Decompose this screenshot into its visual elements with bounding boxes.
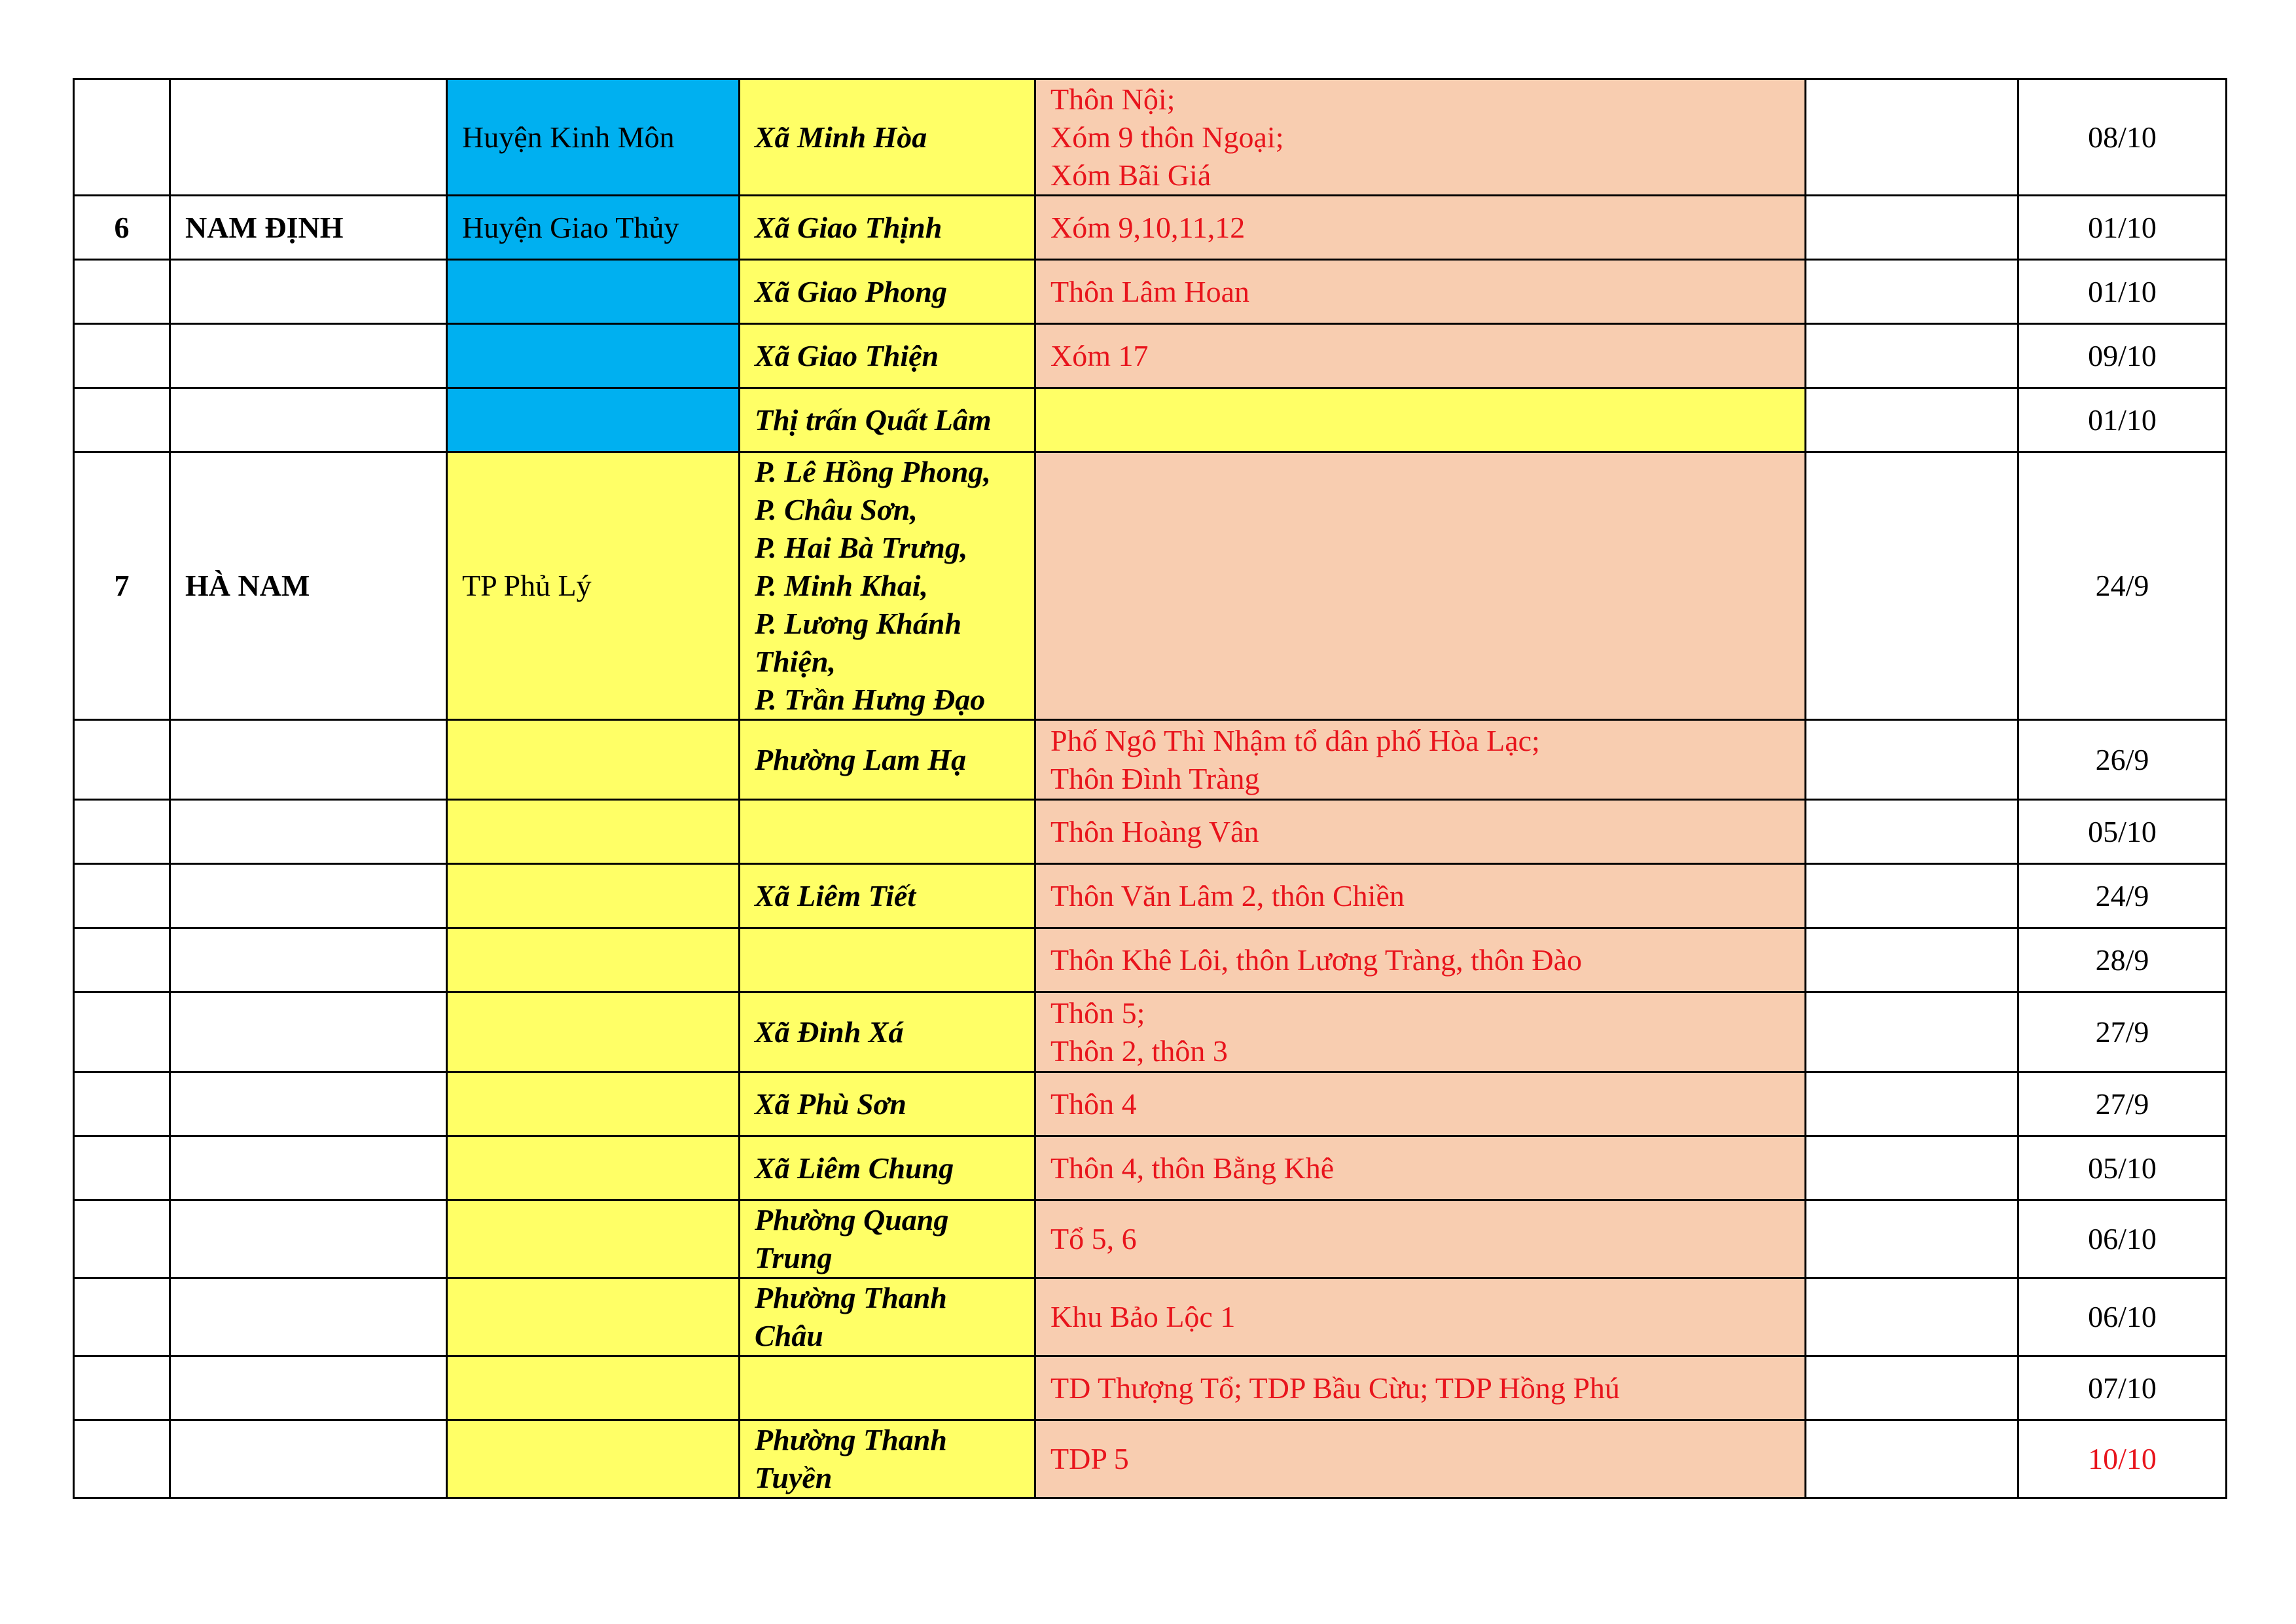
area-line: Thôn Nội; xyxy=(1050,82,1175,116)
district-cell xyxy=(447,324,740,388)
area-line: Thôn Khê Lôi, thôn Lương Tràng, thôn Đào xyxy=(1050,943,1583,977)
area-line: Xóm 9,10,11,12 xyxy=(1050,210,1246,244)
table-row xyxy=(74,196,2227,260)
table-row xyxy=(74,1278,2227,1356)
area-line: TDP 5 xyxy=(1050,1442,1129,1475)
blank-cell xyxy=(1806,1420,2018,1498)
blank-cell xyxy=(1806,720,2018,800)
commune-line: Xã Liêm Chung xyxy=(755,1151,954,1185)
area-line: Thôn 4 xyxy=(1050,1087,1137,1121)
area-cell xyxy=(1035,800,1806,864)
area-cell xyxy=(1035,1072,1806,1136)
commune-line: Xã Giao Thiện xyxy=(755,338,939,372)
area-line: TD Thượng Tổ; TDP Bầu Cừu; TDP Hồng Phú xyxy=(1050,1371,1620,1405)
outbreak-areas-table xyxy=(73,78,2227,1499)
commune-line: Xã Giao Thịnh xyxy=(755,210,942,244)
province-cell xyxy=(170,260,447,324)
blank-cell xyxy=(1806,452,2018,720)
area-line: Xóm 17 xyxy=(1050,338,1149,372)
blank-cell xyxy=(1806,260,2018,324)
blank-cell xyxy=(1806,1278,2018,1356)
district-cell xyxy=(447,800,740,864)
district-cell xyxy=(447,1200,740,1278)
blank-cell xyxy=(1806,196,2018,260)
commune-line: Xã Phù Sơn xyxy=(755,1087,906,1121)
area-line: Xóm 9 thôn Ngoại; xyxy=(1050,120,1284,154)
province-cell xyxy=(170,864,447,928)
commune-cell xyxy=(740,1278,1035,1356)
date-cell: 05/10 xyxy=(2018,800,2227,864)
table-row xyxy=(74,1200,2227,1278)
commune-line: Phường Quang xyxy=(755,1203,949,1236)
commune-line: Xã Đinh Xá xyxy=(755,1015,904,1049)
blank-cell xyxy=(1806,388,2018,452)
stt-cell xyxy=(74,928,170,992)
date-cell: 26/9 xyxy=(2018,720,2227,800)
area-cell xyxy=(1035,196,1806,260)
district-cell xyxy=(447,260,740,324)
blank-cell xyxy=(1806,1136,2018,1200)
province-cell xyxy=(170,1136,447,1200)
area-line: Phố Ngô Thì Nhậm tổ dân phố Hòa Lạc; xyxy=(1050,723,1540,757)
commune-line: P. Hai Bà Trưng, xyxy=(755,531,968,564)
commune-line: P. Lương Khánh xyxy=(755,607,962,640)
table-row xyxy=(74,1136,2227,1200)
stt-cell xyxy=(74,79,170,196)
province-cell xyxy=(170,720,447,800)
table-row xyxy=(74,800,2227,864)
area-cell xyxy=(1035,864,1806,928)
commune-line: Xã Giao Phong xyxy=(755,274,947,308)
area-cell xyxy=(1035,79,1806,196)
area-line: Thôn 2, thôn 3 xyxy=(1050,1034,1228,1068)
date-cell: 28/9 xyxy=(2018,928,2227,992)
province-cell xyxy=(170,800,447,864)
date-cell: 24/9 xyxy=(2018,864,2227,928)
table-row xyxy=(74,720,2227,800)
date-cell: 07/10 xyxy=(2018,1356,2227,1420)
commune-line: Phường Lam Hạ xyxy=(755,742,967,776)
blank-cell xyxy=(1806,864,2018,928)
commune-line: P. Minh Khai, xyxy=(755,569,929,602)
blank-cell xyxy=(1806,928,2018,992)
stt-cell xyxy=(74,800,170,864)
district-cell xyxy=(447,1072,740,1136)
stt-cell xyxy=(74,864,170,928)
commune-line: Xã Minh Hòa xyxy=(755,120,927,154)
area-line: Thôn Hoàng Vân xyxy=(1050,814,1259,848)
commune-cell xyxy=(740,1136,1035,1200)
date-cell: 08/10 xyxy=(2018,79,2227,196)
table-row xyxy=(74,79,2227,196)
district-cell xyxy=(447,1356,740,1420)
area-line: Thôn Văn Lâm 2, thôn Chiền xyxy=(1050,878,1405,912)
province-cell xyxy=(170,992,447,1072)
date-cell: 24/9 xyxy=(2018,452,2227,720)
district-cell xyxy=(447,1420,740,1498)
area-cell xyxy=(1035,720,1806,800)
district-cell xyxy=(447,928,740,992)
area-cell xyxy=(1035,1136,1806,1200)
stt-cell xyxy=(74,1356,170,1420)
date-cell: 01/10 xyxy=(2018,260,2227,324)
area-line: Thôn Lâm Hoan xyxy=(1050,274,1250,308)
commune-line: Thiện, xyxy=(755,645,836,678)
table-row xyxy=(74,1072,2227,1136)
commune-line: Châu xyxy=(755,1319,823,1352)
area-line: Thôn 4, thôn Bằng Khê xyxy=(1050,1151,1335,1185)
province-cell xyxy=(170,1278,447,1356)
date-cell: 05/10 xyxy=(2018,1136,2227,1200)
table-body xyxy=(74,79,2227,1498)
area-cell xyxy=(1035,388,1806,452)
province-cell xyxy=(170,928,447,992)
area-cell xyxy=(1035,1420,1806,1498)
stt-cell xyxy=(74,992,170,1072)
area-cell xyxy=(1035,1356,1806,1420)
commune-line: Thị trấn Quất Lâm xyxy=(755,403,992,437)
province-cell: NAM ĐỊNH xyxy=(170,196,447,260)
commune-line: Xã Liêm Tiết xyxy=(755,878,916,912)
area-line: Thôn Đình Tràng xyxy=(1050,761,1260,795)
area-cell xyxy=(1035,992,1806,1072)
commune-cell xyxy=(740,1420,1035,1498)
date-cell: 01/10 xyxy=(2018,196,2227,260)
district-cell xyxy=(447,720,740,800)
date-cell: 10/10 xyxy=(2018,1420,2227,1498)
area-line: Khu Bảo Lộc 1 xyxy=(1050,1300,1236,1333)
date-cell: 09/10 xyxy=(2018,324,2227,388)
district-cell: TP Phủ Lý xyxy=(447,452,740,720)
district-cell xyxy=(447,1278,740,1356)
district-cell: Huyện Giao Thủy xyxy=(447,196,740,260)
stt-cell xyxy=(74,1136,170,1200)
commune-cell xyxy=(740,324,1035,388)
commune-cell xyxy=(740,388,1035,452)
date-cell: 06/10 xyxy=(2018,1200,2227,1278)
blank-cell xyxy=(1806,79,2018,196)
date-cell: 27/9 xyxy=(2018,1072,2227,1136)
area-line: Tổ 5, 6 xyxy=(1050,1222,1137,1255)
commune-cell xyxy=(740,864,1035,928)
table-row xyxy=(74,324,2227,388)
commune-line: Phường Thanh xyxy=(755,1423,947,1456)
commune-line: P. Châu Sơn, xyxy=(755,493,918,526)
commune-cell xyxy=(740,992,1035,1072)
area-cell xyxy=(1035,1278,1806,1356)
province-cell xyxy=(170,1200,447,1278)
date-cell: 01/10 xyxy=(2018,388,2227,452)
province-cell xyxy=(170,1420,447,1498)
area-line: Thôn 5; xyxy=(1050,996,1145,1030)
commune-cell xyxy=(740,79,1035,196)
table-row xyxy=(74,1356,2227,1420)
stt-cell xyxy=(74,720,170,800)
commune-cell xyxy=(740,800,1035,864)
area-cell xyxy=(1035,260,1806,324)
blank-cell xyxy=(1806,800,2018,864)
table-row xyxy=(74,864,2227,928)
stt-cell xyxy=(74,1072,170,1136)
date-cell: 06/10 xyxy=(2018,1278,2227,1356)
table-row xyxy=(74,260,2227,324)
commune-cell xyxy=(740,196,1035,260)
date-cell: 27/9 xyxy=(2018,992,2227,1072)
table-row xyxy=(74,388,2227,452)
stt-cell xyxy=(74,1420,170,1498)
stt-cell xyxy=(74,1278,170,1356)
area-cell xyxy=(1035,1200,1806,1278)
province-cell xyxy=(170,324,447,388)
blank-cell xyxy=(1806,1356,2018,1420)
commune-cell xyxy=(740,928,1035,992)
district-cell xyxy=(447,992,740,1072)
commune-cell xyxy=(740,1072,1035,1136)
commune-cell xyxy=(740,720,1035,800)
stt-cell xyxy=(74,324,170,388)
table-row xyxy=(74,928,2227,992)
blank-cell xyxy=(1806,1200,2018,1278)
blank-cell xyxy=(1806,324,2018,388)
area-cell xyxy=(1035,452,1806,720)
commune-line: Tuyền xyxy=(755,1461,833,1494)
district-cell: Huyện Kinh Môn xyxy=(447,79,740,196)
area-cell xyxy=(1035,928,1806,992)
province-cell xyxy=(170,79,447,196)
province-cell xyxy=(170,388,447,452)
commune-line: P. Trần Hưng Đạo xyxy=(755,683,986,716)
blank-cell xyxy=(1806,1072,2018,1136)
stt-cell: 6 xyxy=(74,196,170,260)
commune-cell xyxy=(740,452,1035,720)
table-row xyxy=(74,992,2227,1072)
province-cell xyxy=(170,1356,447,1420)
area-line: Xóm Bãi Giá xyxy=(1050,158,1211,192)
stt-cell xyxy=(74,388,170,452)
stt-cell xyxy=(74,1200,170,1278)
province-cell xyxy=(170,1072,447,1136)
stt-cell xyxy=(74,260,170,324)
table-row xyxy=(74,452,2227,720)
commune-cell xyxy=(740,260,1035,324)
commune-line: Phường Thanh xyxy=(755,1281,947,1314)
district-cell xyxy=(447,388,740,452)
blank-cell xyxy=(1806,992,2018,1072)
table-row xyxy=(74,1420,2227,1498)
district-cell xyxy=(447,1136,740,1200)
district-cell xyxy=(447,864,740,928)
commune-cell xyxy=(740,1356,1035,1420)
area-cell xyxy=(1035,324,1806,388)
commune-line: Trung xyxy=(755,1241,833,1274)
commune-cell xyxy=(740,1200,1035,1278)
province-cell: HÀ NAM xyxy=(170,452,447,720)
commune-line: P. Lê Hồng Phong, xyxy=(755,455,991,488)
stt-cell: 7 xyxy=(74,452,170,720)
